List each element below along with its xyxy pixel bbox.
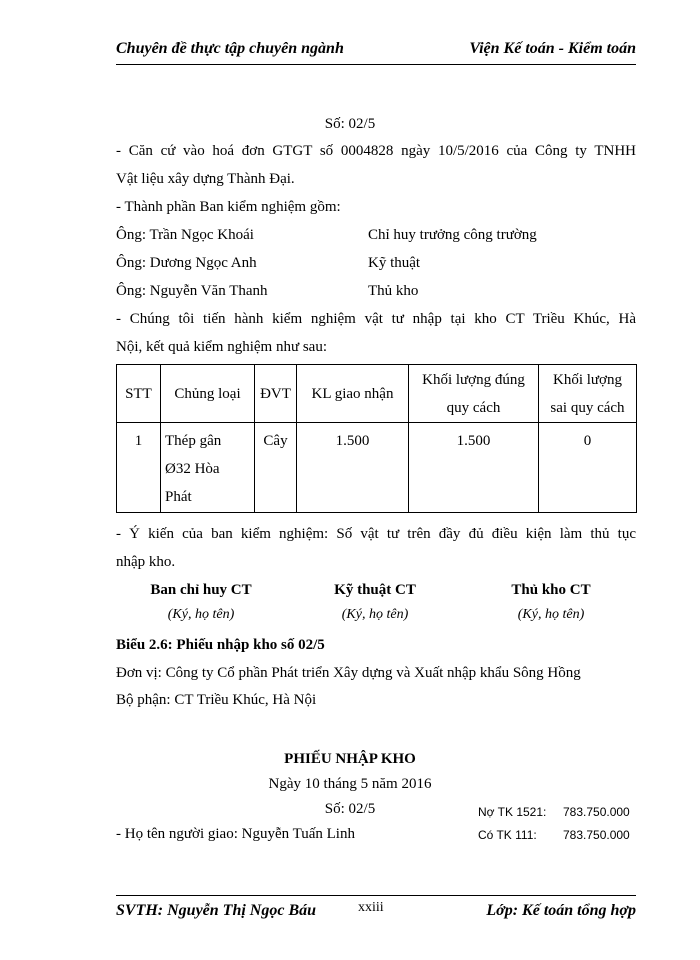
doc1-inspection-line2: Nội, kết quả kiểm nghiệm như sau: [116, 339, 328, 355]
footer-rule [116, 895, 636, 896]
cell-ok: 1.500 [409, 423, 539, 513]
signature-title: Ban chỉ huy CT [150, 582, 252, 598]
member-name: Ông: Dương Ngọc Anh [116, 255, 257, 271]
member-name: Ông: Trần Ngọc Khoái [116, 227, 254, 243]
cell-unit: Cây [255, 423, 297, 513]
col-ok-line2: quy cách [446, 399, 501, 416]
header-right: Viện Kế toán - Kiểm toán [469, 40, 636, 57]
col-type: Chủng loại [161, 365, 255, 423]
doc1-number: Số: 02/5 [324, 116, 376, 132]
doc2-date: Ngày 10 tháng 5 năm 2016 [268, 776, 432, 792]
header-left: Chuyên đề thực tập chuyên ngành [116, 40, 344, 57]
col-ok [409, 365, 539, 423]
cell-type-line1: Thép gân [165, 433, 222, 449]
cell-stt: 1 [117, 423, 161, 513]
signature-title: Thủ kho CT [511, 582, 591, 598]
doc2-deliverer: - Họ tên người giao: Nguyễn Tuấn Linh [116, 826, 355, 842]
footer-left: SVTH: Nguyễn Thị Ngọc Báu [116, 902, 317, 919]
doc2-unit: Đơn vị: Công ty Cổ phần Phát triển Xây dựng và Xuất nhập khẩu Sông Hồng [116, 665, 581, 681]
doc2-number: Số: 02/5 [324, 801, 376, 817]
cell-type-line3: Phát [165, 489, 192, 505]
cell-bad: 0 [539, 423, 637, 513]
cell-type-line2: Ø32 Hòa [165, 461, 220, 477]
col-stt: STT [117, 365, 161, 423]
cell-kl: 1.500 [297, 423, 409, 513]
col-bad [539, 365, 637, 423]
signature-note: (Ký, họ tên) [341, 607, 409, 622]
doc2-title: PHIẾU NHẬP KHO [284, 751, 416, 767]
signature-note: (Ký, họ tên) [167, 607, 235, 622]
col-ok-line1: Khối lượng đúng [422, 371, 525, 388]
doc2-dept: Bộ phận: CT Triều Khúc, Hà Nội [116, 692, 317, 708]
credit-value: 783.750.000 [563, 828, 630, 842]
signature-block [116, 582, 286, 623]
signature-block [466, 582, 636, 623]
signature-title: Kỹ thuật CT [334, 582, 416, 598]
table-header-row [117, 365, 637, 423]
col-unit: ĐVT [255, 365, 297, 423]
member-role: Chỉ huy trưởng công trường [368, 227, 537, 243]
doc1-opinion-line1: - Ý kiến của ban kiểm nghiệm: Số vật tư trên đầy đủ điều kiện làm thủ tục [116, 526, 636, 542]
doc1-opinion-line2: nhập kho. [116, 554, 176, 570]
footer-page-number: xxiii [358, 900, 384, 915]
member-name: Ông: Nguyễn Văn Thanh [116, 283, 268, 299]
member-role: Kỹ thuật [368, 255, 421, 271]
inspection-table [116, 364, 637, 513]
member-role: Thủ kho [368, 283, 419, 299]
doc1-basis-line2: Vật liệu xây dựng Thành Đại. [116, 171, 295, 187]
debit-value: 783.750.000 [563, 805, 630, 819]
signature-block [290, 582, 460, 623]
col-bad-line2: sai quy cách [550, 399, 625, 416]
col-bad-line1: Khối lượng [553, 371, 622, 388]
doc1-committee-intro: - Thành phần Ban kiểm nghiệm gồm: [116, 199, 341, 215]
col-kl: KL giao nhận [297, 365, 409, 423]
header-rule [116, 64, 636, 65]
table-row [117, 423, 637, 513]
doc1-inspection-line1: - Chúng tôi tiến hành kiểm nghiệm vật tư nhập tại kho CT Triều Khúc, Hà [116, 311, 636, 327]
cell-type [161, 423, 255, 513]
doc1-basis-line1: - Căn cứ vào hoá đơn GTGT số 0004828 ngày 10/5/2016 của Công ty TNHH [116, 143, 636, 159]
footer-right: Lớp: Kế toán tổng hợp [486, 902, 636, 919]
debit-label: Nợ TK 1521: [478, 805, 547, 819]
doc2-caption: Biểu 2.6: Phiếu nhập kho số 02/5 [116, 637, 325, 653]
credit-label: Có TK 111: [478, 828, 537, 842]
signature-note: (Ký, họ tên) [517, 607, 585, 622]
